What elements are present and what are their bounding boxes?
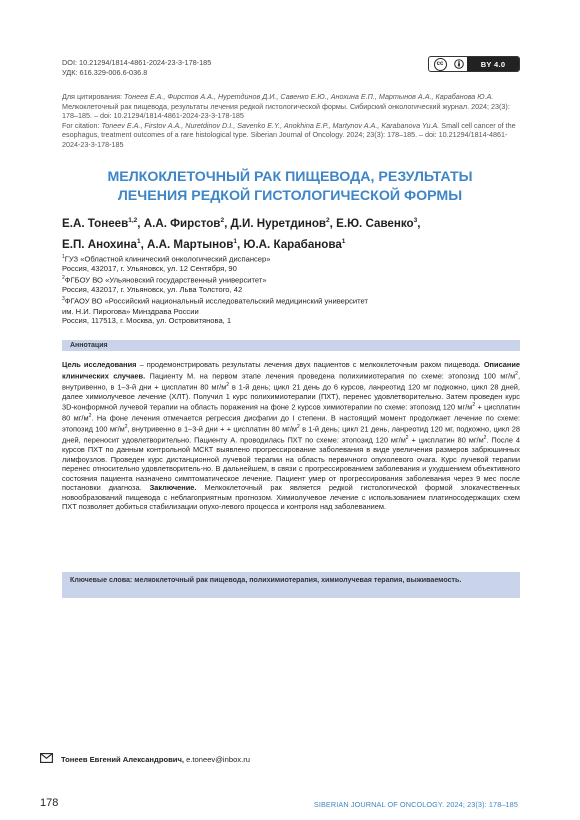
- author-separator: ,: [224, 216, 231, 230]
- author-name: А.А. Фирстов: [143, 216, 221, 230]
- author-affiliation-ref: 2: [220, 217, 225, 224]
- affiliation-line: $^3$ФГАОУ ВО «Российский национальный исследовательский медицинский университет: [62, 296, 368, 306]
- author-separator: ,: [140, 237, 148, 251]
- contact-name: Тонеев Евгений Александрович,: [61, 754, 184, 764]
- author-name: А.А. Мартынов: [147, 237, 234, 251]
- affiliation-line: $^1$ГУЗ «Областной клинический онкологический диспансер»: [62, 254, 271, 264]
- author-separator: ,: [137, 216, 144, 230]
- author-separator: ,: [329, 216, 337, 230]
- keywords-text: мелкоклеточный рак пищевода, полихимиотерапия, химиолучевая терапия, выживаемость.: [132, 576, 462, 584]
- page-number: 178: [40, 797, 59, 809]
- cc-icon: cc: [429, 57, 451, 71]
- author-affiliation-ref: 1: [136, 237, 141, 245]
- abstract-body: Цель исследования – продемонстрировать результаты лечения двух пациентов с мелкоклеточным раком пищевода. Описание клинических случаев. Пациенту М. на первом этапе лечения проведена полихимиотерапия по схеме: этопозид 100 $мг/м^2$, внутривенно, в 1–3-й дни + цисплатин 80 $мг/м^2$ в 1-й день; цикл 21 день до 6 курсов, ланреотид 120 мг подкожно, цикл 28 дней, далее химиолучевое лечение (ХЛТ). Получил 1 курс полихимиотерапии (ПХТ), перенес удовлетворительно. Затем проведен курс 3D-конформной лучевой терапии на область поражения на фоне 2 курсов химиотерапии по схеме: этопозид 120 $мг/м^2$ + цисплатин 80 $мг/м^2$. На фоне лечения отмечается регрессия дисфагии до I степени. В настоящий момент продолжает лечение по схеме: этопозид 100 $мг/м^2$, внутривенно в 1–3-й дни + + цисплатин 80 $мг/м^2$ в 1-й день; цикл 21 день, ланреотид 120 мг, подкожно, цикл 28 дней, переносит удовлетворительно. Пациенту А. проводилась ПХТ по схеме: этопозид 120 $мг/м^2$ + цисплатин 80 $мг/м^2$. После 4 курсов ПХТ по данным контрольной МСКТ выявлено прогрессирование заболевания в виде увеличения размеров забрюшинных лимфоузлов. Проведен курс дистанционной лучевой терапии на область первичного опухолевого очага. Курс лучевой терапии перенес относительно удовлетворитель-но. В дальнейшем, в связи с прогрессированием заболевания и ухудшением объективного состояния пациента назначено симптоматическое лечение. Пациент умер от прогрессирования заболевания через 9 мес после постановки диагноза. Заключение. Мелкоклеточный рак является редкой гистологической формой злокачественных новообразований пищевода с неблагоприятным прогнозом. Химиолучевое лечение с использованием платиносодержащих схем ПХТ позволяет добиться стабилизации опухо-левого процесса и контроля над заболеванием.: [62, 360, 521, 512]
- author-name: Ю.А. Карабанова: [243, 237, 342, 251]
- author-affiliation-ref: 3: [413, 217, 418, 224]
- author-name: Е.Ю. Савенко: [336, 216, 414, 230]
- envelope-icon: [40, 753, 53, 765]
- affiliation-number: 2: [62, 275, 65, 282]
- keywords-label: Ключевые слова:: [70, 576, 133, 584]
- citation-ru: Для цитирования: Тонеев Е.А., Фирстов А.А., Нуретдинов Д.И., Савенко Е.Ю., Анохина Е.П., Мартынов А.А., Карабанова Ю.А. Мелкоклеточный рак пищевода, результаты лечения редкой гистологической формы. Сибирский онкологический журнал. 2024; 23(3): 178–185. – doi: 10.21294/1814-4861-2024-23-3-178-185: [62, 92, 510, 121]
- author-affiliation-ref: 1: [341, 237, 346, 245]
- author-list: [62, 212, 532, 254]
- keywords-box: [62, 572, 520, 598]
- affiliation-line: $^2$ФГБОУ ВО «Ульяновский государственный университет»: [62, 275, 267, 285]
- author-name: Е.П. Анохина: [62, 237, 137, 251]
- citation-en-authors: Toneev E.A., Firstov A.A., Nuretdinov D.I., Savenko E.Y., Anokhina E.P., Martynov A.A., Karabanova Yu.A.: [101, 120, 440, 130]
- attribution-icon: [451, 57, 467, 71]
- citation-block: [62, 92, 520, 150]
- contact-email[interactable]: e.toneev@inbox.ru: [183, 754, 250, 764]
- affiliations: [62, 253, 532, 326]
- affiliation-number: 3: [62, 296, 65, 303]
- journal-footer: SIBERIAN JOURNAL OF ONCOLOGY. 2024; 23(3): 178–185: [313, 800, 518, 809]
- affiliation-line: им. Н.И. Пирогова» Минздрава России: [62, 306, 199, 316]
- corresponding-author: [40, 753, 250, 765]
- affiliation-number: 1: [62, 254, 65, 260]
- license-label: BY 4.0: [467, 57, 519, 71]
- affiliation-line: Россия, 432017, г. Ульяновск, ул. 12 Сентября, 90: [62, 264, 237, 274]
- author-affiliation-ref: 1: [233, 237, 238, 245]
- affiliation-line: Россия, 432017, г. Ульяновск, ул. Льва Толстого, 42: [62, 285, 243, 295]
- udk: УДК: 616.329-006.6-036.8: [62, 68, 148, 77]
- author-separator: ,: [237, 237, 244, 251]
- citation-en: For citation: Toneev E.A., Firstov A.A., Nuretdinov D.I., Savenko E.Y., Anokhina E.P., Martynov A.A., Karabanova Yu.A. Small cell cancer of the esophagus, treatment outcomes of a rare histological type. Siberian Journal of Oncology. 2024; 23(3): 178–185. – doi: 10.21294/1814-4861-2024-23-3-178-185: [62, 120, 516, 149]
- abstract-heading: Аннотация: [62, 340, 520, 351]
- doi: DOI: 10.21294/1814-4861-2024-23-3-178-185: [62, 58, 212, 67]
- author-affiliation-ref: 1,2: [128, 217, 138, 224]
- author-separator: ,: [417, 216, 421, 230]
- author-name: Д.И. Нуретдинов: [230, 216, 327, 230]
- author-affiliation-ref: 2: [326, 217, 330, 224]
- license-badge[interactable]: [428, 56, 520, 72]
- affiliation-line: Россия, 117513, г. Москва, ул. Островитянова, 1: [62, 316, 232, 326]
- citation-ru-authors: Тонеев Е.А., Фирстов А.А., Нуретдинов Д.И., Савенко Е.Ю., Анохина Е.П., Мартынов А.А., Карабанова Ю.А.: [124, 92, 494, 101]
- article-title: МЕЛКОКЛЕТОЧНЫЙ РАК ПИЩЕВОДА, РЕЗУЛЬТАТЫ ЛЕЧЕНИЯ РЕДКОЙ ГИСТОЛОГИЧЕСКОЙ ФОРМЫ: [107, 169, 473, 204]
- author-name: Е.А. Тонеев: [62, 216, 129, 230]
